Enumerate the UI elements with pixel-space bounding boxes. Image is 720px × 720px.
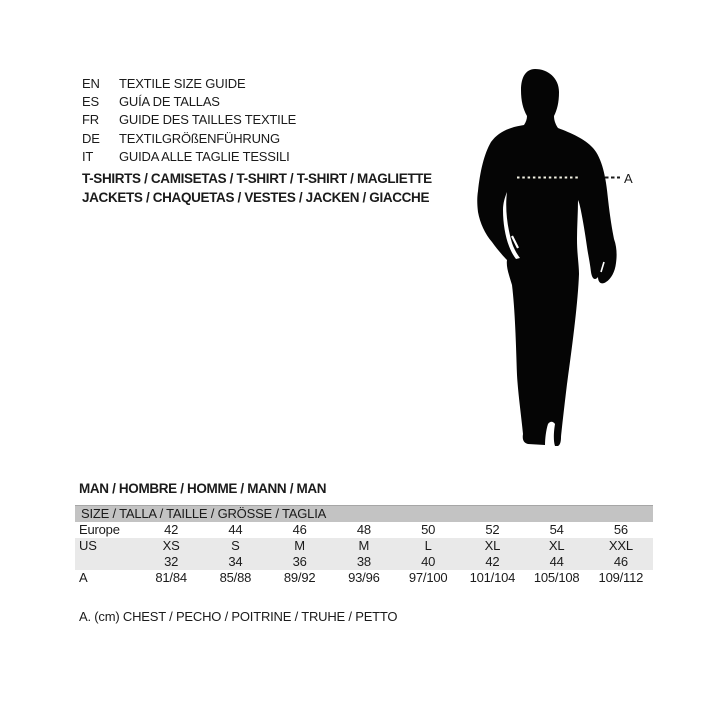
measurement-footnote: A. (cm) CHEST / PECHO / POITRINE / TRUHE / PETTO xyxy=(79,609,398,624)
language-row-en xyxy=(82,74,296,92)
size-table xyxy=(75,505,653,586)
row-label: A xyxy=(79,570,88,585)
garment-categories xyxy=(82,170,432,207)
table-cell: 48 xyxy=(356,522,371,537)
row-label xyxy=(75,554,139,570)
table-row-chest-a xyxy=(75,570,653,586)
language-row-it xyxy=(82,148,296,166)
table-row-europe xyxy=(75,522,653,538)
table-cell: M xyxy=(268,538,332,554)
man-silhouette-shape xyxy=(477,69,616,446)
language-label: GUÍA DE TALLAS xyxy=(119,94,220,110)
table-cell: 36 xyxy=(268,554,332,570)
language-code: EN xyxy=(82,75,100,91)
table-row-numeric xyxy=(75,554,653,570)
language-row-fr xyxy=(82,111,296,129)
table-cell: 85/88 xyxy=(219,570,252,585)
section-title: MAN / HOMBRE / HOMME / MANN / MAN xyxy=(79,481,327,496)
table-cell: 38 xyxy=(332,554,396,570)
row-label: Europe xyxy=(79,522,120,537)
table-cell: XL xyxy=(525,538,589,554)
table-cell: 101/104 xyxy=(469,570,516,585)
table-cell: M xyxy=(332,538,396,554)
language-label: GUIDA ALLE TAGLIE TESSILI xyxy=(119,149,290,165)
table-cell: XXL xyxy=(589,538,653,554)
table-cell: 40 xyxy=(396,554,460,570)
language-code: ES xyxy=(82,94,99,110)
language-label: GUIDE DES TAILLES TEXTILE xyxy=(119,112,297,128)
language-code: IT xyxy=(82,149,94,165)
table-cell: 56 xyxy=(613,522,628,537)
man-silhouette-figure xyxy=(455,58,645,458)
table-cell: 50 xyxy=(421,522,436,537)
table-cell: 81/84 xyxy=(155,570,187,585)
table-cell: 93/96 xyxy=(348,570,380,585)
table-cell: 89/92 xyxy=(283,570,316,585)
table-header-label: SIZE / TALLA / TAILLE / GRÖSSE / TAGLIA xyxy=(75,506,653,523)
table-cell: XL xyxy=(460,538,524,554)
language-label: TEXTILE SIZE GUIDE xyxy=(119,75,246,91)
table-row-us xyxy=(75,538,653,554)
table-cell: 46 xyxy=(292,522,307,537)
language-list xyxy=(82,74,296,166)
man-silhouette-svg xyxy=(455,58,645,458)
table-cell: 42 xyxy=(164,522,179,537)
table-cell: S xyxy=(203,538,267,554)
measure-label-a: A xyxy=(624,171,633,186)
table-cell: 42 xyxy=(460,554,524,570)
table-cell: 52 xyxy=(485,522,500,537)
table-cell: 109/112 xyxy=(598,570,644,585)
table-cell: 44 xyxy=(525,554,589,570)
table-cell: 32 xyxy=(139,554,203,570)
table-cell: 54 xyxy=(549,522,564,537)
language-row-de xyxy=(82,129,296,147)
table-cell: 97/100 xyxy=(408,570,448,585)
table-cell: 105/108 xyxy=(533,570,580,585)
language-label: TEXTILGRÖßENFÜHRUNG xyxy=(119,130,280,146)
table-cell: 46 xyxy=(589,554,653,570)
table-cell: L xyxy=(396,538,460,554)
category-line-jackets: JACKETS / CHAQUETAS / VESTES / JACKEN / GIACCHE xyxy=(82,189,430,205)
table-header-row xyxy=(75,506,653,523)
category-line-tshirts: T-SHIRTS / CAMISETAS / T-SHIRT / T-SHIRT / MAGLIETTE xyxy=(82,171,432,186)
row-label: US xyxy=(75,538,139,554)
language-code: DE xyxy=(82,130,100,146)
table-cell: 34 xyxy=(203,554,267,570)
table-cell: 44 xyxy=(228,522,243,537)
language-code: FR xyxy=(82,112,99,128)
table-cell: XS xyxy=(139,538,203,554)
language-row-es xyxy=(82,92,296,110)
